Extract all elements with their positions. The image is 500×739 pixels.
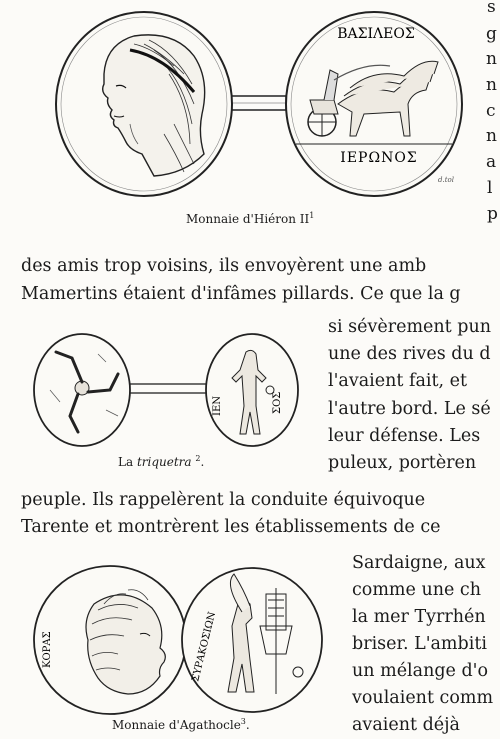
agathocle-caption-text: Monnaie d'Agathocle [112,718,241,732]
text-line: peuple. Ils rappelèrent la conduite équivoque [21,490,426,510]
hieronos-legend: ΙΕΡΩΝΟΣ [340,150,418,166]
text-line: l'autre bord. Le sé [328,399,491,419]
text-line: si sévèrement pun [328,317,492,337]
fragment-letter: n [486,49,497,69]
hieron-caption-text: Monnaie d'Hiéron II [186,212,310,226]
hieron-caption [186,211,314,226]
text-line: Mamertins étaient d'infâmes pillards. Ce que la g [21,284,461,304]
text-line: comme une ch [352,580,481,600]
triquetra-obverse-coin [34,334,130,446]
agathocle-reverse-coin [182,568,322,712]
text-line: Sardaigne, aux [352,553,486,573]
fragment-letter: p [487,204,498,224]
triquetra-coin-illustration [26,330,302,454]
triquetra-word: triquetra [136,455,192,469]
text-line: leur défense. Les [328,426,481,446]
agathocle-coin-svg [28,564,328,716]
fragment-letter: l [487,178,493,198]
syrakosion-legend: ΣΥΡΑΚΟΣΙΩΝ [190,610,219,683]
fragment-letter: a [486,152,497,172]
basileos-legend: ΒΑΣΙΛΕΟΣ [337,26,415,42]
kores-legend: ΚΟΡΑΣ [42,631,53,668]
triquetra-caption: La triquetra $^2$. [118,454,205,469]
fragment-letter: c [486,101,496,121]
triquetra-footnote-ref: 2 [195,454,201,463]
triquetra-reverse-coin [206,334,298,446]
svg-text:d.tol: d.tol [438,176,454,184]
text-line: avaient déjà [352,715,460,735]
text-line: puleux, portèren [328,453,477,473]
fragment-letter: g [486,24,497,44]
hieron-coin-illustration [34,4,464,204]
text-line: Tarente et montrèrent les établissements de ce [21,517,441,537]
agathocle-coin-illustration [28,564,328,716]
agathocle-footnote-ref: 3 [240,717,246,726]
text-line: des amis trop voisins, ils envoyèrent une amb [21,256,427,276]
agathocle-caption: Monnaie d'Agathocle$^3$. [112,717,250,732]
text-line: une des rives du d [328,344,491,364]
triquetra-legend-right: ΣΟΣ [272,391,283,414]
agathocle-obverse-coin [34,566,186,714]
hieron-reverse-coin [286,12,462,196]
hieron-coin-svg [34,4,464,204]
text-line: briser. L'ambiti [352,634,487,654]
text-line: la mer Tyrrhén [352,607,486,627]
hieron-obverse-coin [56,12,232,196]
fragment-letter: n [486,75,497,95]
triquetra-coin-svg [26,330,302,454]
coin-connector [124,384,210,393]
hieron-footnote-ref: 1 [309,211,315,220]
text-line: voulaient comm [352,688,494,708]
text-line: l'avaient fait, et [328,371,468,391]
text-line: un mélange d'o [352,661,489,681]
fragment-letter: s [487,0,496,17]
triquetra-legend-left: ΙΕΝ [212,396,223,416]
fragment-letter: n [486,126,497,146]
